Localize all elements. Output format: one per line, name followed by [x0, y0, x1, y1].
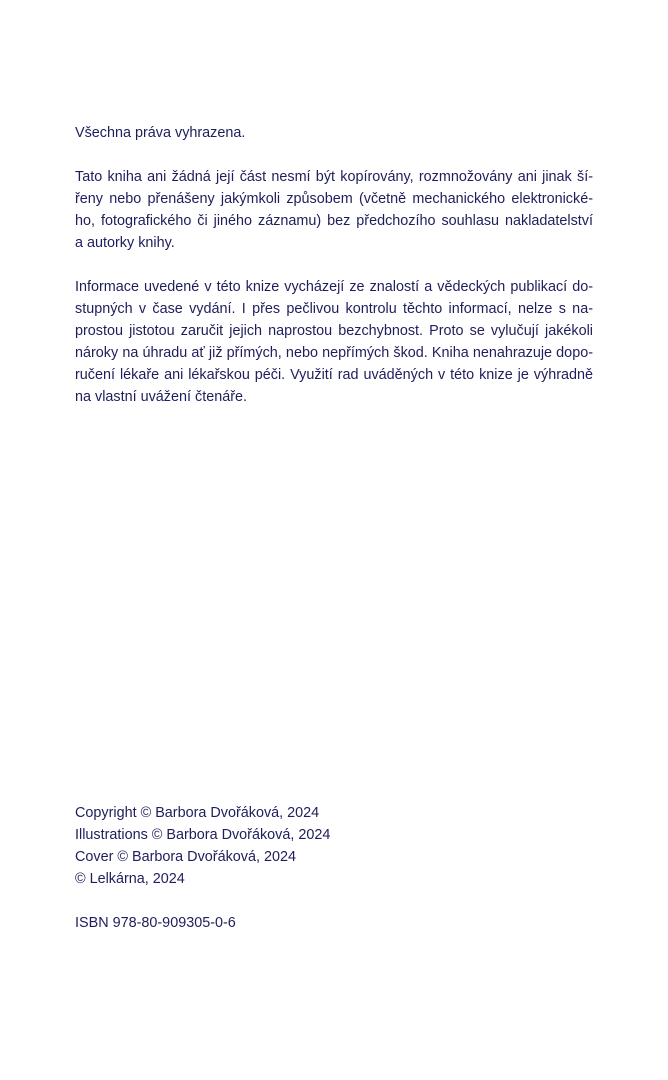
disclaimer-line: ručení lékaře ani lékařskou péči. Využití rad uváděných v této knize je výhradně: [75, 367, 593, 383]
disclaimer-line: stupných v čase vydání. I přes pečlivou kontrolu těchto informací, nelze s na-: [75, 301, 593, 317]
illustrations-copyright-line: Illustrations © Barbora Dvořáková, 2024: [75, 827, 331, 843]
isbn: ISBN 978-80-909305-0-6: [75, 915, 236, 931]
copyright-page: [75, 0, 593, 1080]
copying-line: a autorky knihy.: [75, 235, 175, 251]
disclaimer-line: prostou jistotou zaručit jejich naprostou bezchybnost. Proto se vylučují jakékoli: [75, 323, 593, 339]
disclaimer-line: na vlastní uvážení čtenáře.: [75, 389, 247, 405]
copying-line: Tato kniha ani žádná její část nesmí být kopírovány, rozmnožovány ani jinak ší-: [75, 169, 593, 185]
disclaimer-line: nároky na úhradu ať již přímých, nebo nepřímých škod. Kniha nenahrazuje dopo-: [75, 345, 593, 361]
publisher-copyright-line: © Lelkárna, 2024: [75, 871, 185, 887]
copying-line: řeny nebo přenášeny jakýmkoli způsobem (včetně mechanického elektronické-: [75, 191, 593, 207]
copyright-line: Copyright © Barbora Dvořáková, 2024: [75, 805, 320, 821]
cover-copyright-line: Cover © Barbora Dvořáková, 2024: [75, 849, 296, 865]
disclaimer-line: Informace uvedené v této knize vycházejí ze znalostí a vědeckých publikací do-: [75, 279, 593, 295]
rights-notice: Všechna práva vyhrazena.: [75, 125, 246, 141]
copying-line: ho, fotografického či jiného záznamu) bez předchozího souhlasu nakladatelství: [75, 213, 593, 229]
